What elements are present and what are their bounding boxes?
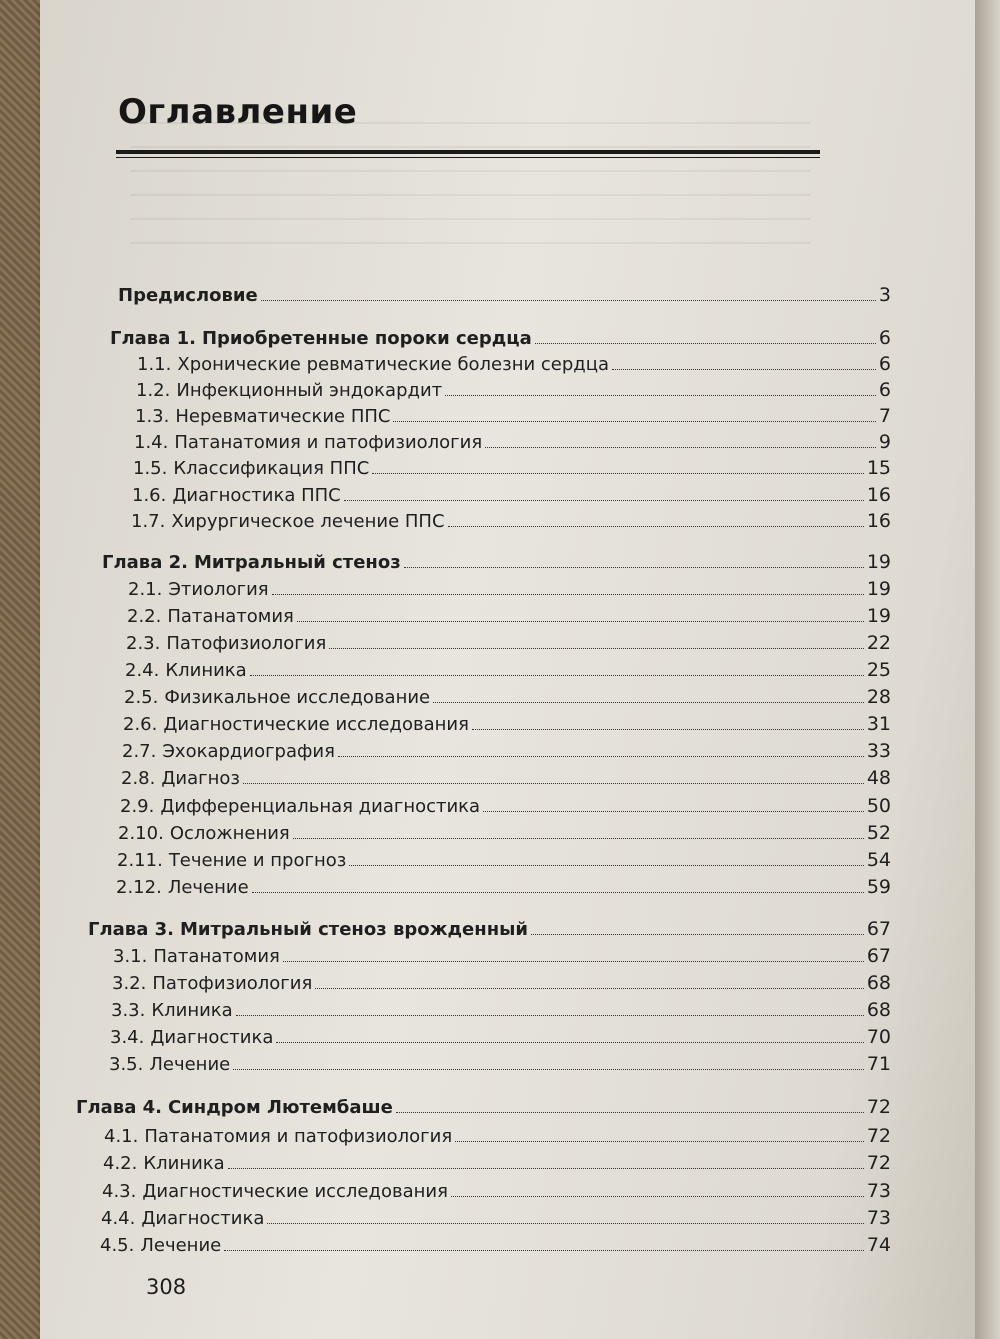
toc-section-4-3[interactable] [102,1176,891,1202]
entry-number: 1.6. [132,485,167,506]
page-number: 16 [866,484,891,506]
toc-chapter-2[interactable] [102,547,891,573]
page-number: 72 [866,1096,891,1118]
dot-leader [445,395,876,396]
entry-label: Синдром Лютембаше [167,1097,393,1118]
entry-number: 4.2. [103,1153,138,1174]
entry-number: 3.3. [111,1000,146,1021]
page-number: 6 [878,353,891,375]
toc-section-2-3[interactable] [126,628,891,654]
toc-entry-preface[interactable] [118,280,891,306]
entry-number: 2.10. [118,823,164,844]
page-number: 19 [866,605,891,627]
page-number: 68 [866,972,891,994]
dot-leader [224,1250,864,1251]
page-number: 73 [866,1180,891,1202]
toc-section-1-4[interactable] [134,427,891,453]
page-number: 16 [866,510,891,532]
entry-number: 3.4. [110,1027,145,1048]
dot-leader [338,756,864,757]
page-number: 6 [878,327,891,349]
toc-section-2-9[interactable] [120,791,891,817]
dot-leader [283,961,864,962]
toc-section-1-3[interactable] [135,401,891,427]
page-number: 74 [866,1234,891,1256]
toc-section-2-10[interactable] [118,818,891,844]
entry-number: 2.7. [122,741,157,762]
entry-number: 2.11. [117,850,163,871]
entry-number: 3.1. [113,946,148,967]
entry-label: Инфекционный эндокардит [176,380,443,401]
entry-number: 4.1. [104,1126,139,1147]
dot-leader [531,934,864,935]
entry-label: Лечение [167,877,249,898]
entry-label: Классификация ППС [173,458,370,479]
dot-leader [448,526,864,527]
entry-label: Митральный стеноз врожденный [179,919,529,940]
toc-section-1-5[interactable] [133,453,891,479]
entry-label: Клиника [143,1153,225,1174]
entry-number: 2.1. [128,579,163,600]
dot-leader [236,1015,864,1016]
dot-leader [315,988,864,989]
toc-section-1-1[interactable] [137,349,891,375]
entry-label: Патанатомия [153,946,280,967]
toc-chapter-3[interactable] [88,914,891,940]
dot-leader [483,811,864,812]
entry-number: 2.4. [125,660,160,681]
toc-chapter-4[interactable] [76,1092,891,1118]
entry-number: 3.5. [109,1054,144,1075]
entry-number: 2.6. [123,714,158,735]
entry-number: Глава 4. [76,1097,162,1118]
toc-section-1-7[interactable] [131,506,891,532]
page-folio-number: 308 [146,1275,187,1299]
entry-label: Физикальное исследование [164,687,431,708]
entry-label: Лечение [149,1054,231,1075]
page-number: 6 [878,379,891,401]
dot-leader [276,1042,863,1043]
toc-section-3-4[interactable] [110,1022,891,1048]
entry-label: Клиника [165,660,247,681]
entry-label: Митральный стеноз [193,552,401,573]
entry-number: Глава 2. [102,552,188,573]
dot-leader [293,838,864,839]
toc-section-2-11[interactable] [117,845,891,871]
entry-label: Патанатомия и патофизиология [174,432,483,453]
page-title: Оглавление [118,92,358,132]
page-number: 9 [878,431,891,453]
entry-number: 2.8. [121,768,156,789]
page-number: 67 [866,945,891,967]
toc-section-3-3[interactable] [111,995,891,1021]
entry-number: 4.3. [102,1181,137,1202]
toc-section-2-5[interactable] [124,682,891,708]
dot-leader [250,675,864,676]
page-number: 52 [866,822,891,844]
entry-number: 1.7. [131,511,166,532]
page-number: 73 [866,1207,891,1229]
page-number: 59 [866,876,891,898]
entry-label: Диагностические исследования [142,1181,448,1202]
page-number: 25 [866,659,891,681]
entry-label: Диагностика ППС [172,485,341,506]
page-number: 50 [866,795,891,817]
entry-number: Глава 1. [110,328,196,349]
page-number: 7 [878,405,891,427]
entry-label: Приобретенные пороки сердца [201,328,532,349]
toc-section-3-2[interactable] [112,968,891,994]
entry-number: 1.5. [133,458,168,479]
entry-label: Предисловие [118,285,258,306]
dot-leader [485,447,876,448]
entry-label: Патанатомия и патофизиология [144,1126,453,1147]
entry-label: Патофизиология [166,633,327,654]
entry-number: 1.3. [135,406,170,427]
page-number: 72 [866,1152,891,1174]
page-number: 48 [866,767,891,789]
dot-leader [272,594,864,595]
dot-leader [228,1168,864,1169]
page-number: 70 [866,1026,891,1048]
entry-label: Патанатомия [167,606,294,627]
page-number: 19 [866,578,891,600]
entry-number: 4.4. [101,1208,136,1229]
entry-number: 1.2. [136,380,171,401]
page-number: 67 [866,918,891,940]
dot-leader [261,300,876,301]
entry-number: 2.5. [124,687,159,708]
page-number: 22 [866,632,891,654]
dot-leader [396,1112,864,1113]
dot-leader [267,1223,863,1224]
entry-number: Глава 3. [88,919,174,940]
dot-leader [349,865,864,866]
toc-section-2-12[interactable] [116,872,891,898]
toc-section-2-7[interactable] [122,736,891,762]
toc-section-2-4[interactable] [125,655,891,681]
dot-leader [233,1069,864,1070]
entry-label: Хронические ревматические болезни сердца [177,354,610,375]
page-number: 15 [866,457,891,479]
entry-number: 1.4. [134,432,169,453]
entry-number: 3.2. [112,973,147,994]
entry-number: 2.9. [120,796,155,817]
dot-leader [535,343,876,344]
toc-section-2-2[interactable] [127,601,891,627]
dot-leader [243,783,864,784]
entry-label: Эхокардиография [162,741,335,762]
page-number: 71 [866,1053,891,1075]
dot-leader [344,500,864,501]
dot-leader [612,369,876,370]
toc-section-2-1[interactable] [128,574,891,600]
toc-section-4-1[interactable] [104,1121,891,1147]
toc-section-4-4[interactable] [101,1203,891,1229]
entry-label: Неревматические ППС [175,406,391,427]
entry-label: Хирургическое лечение ППС [171,511,445,532]
entry-label: Клиника [151,1000,233,1021]
entry-number: 2.2. [127,606,162,627]
toc-section-3-1[interactable] [113,941,891,967]
page-number: 31 [866,713,891,735]
toc-section-1-2[interactable] [136,375,891,401]
dot-leader [472,729,864,730]
toc-section-2-6[interactable] [123,709,891,735]
entry-number: 4.5. [100,1235,135,1256]
toc-section-4-5[interactable] [100,1230,891,1256]
dot-leader [252,892,864,893]
toc-section-3-5[interactable] [109,1049,891,1075]
page-number: 3 [878,284,891,306]
dot-leader [372,473,864,474]
page-number: 72 [866,1125,891,1147]
entry-label: Течение и прогноз [168,850,347,871]
dot-leader [433,702,864,703]
entry-number: 1.1. [137,354,172,375]
page-number: 54 [866,849,891,871]
toc-section-1-6[interactable] [132,480,891,506]
entry-label: Диагностические исследования [163,714,469,735]
dot-leader [329,648,864,649]
entry-number: 2.12. [116,877,162,898]
page-number: 33 [866,740,891,762]
page-number: 28 [866,686,891,708]
toc-section-2-8[interactable] [121,763,891,789]
entry-label: Диагностика [141,1208,265,1229]
entry-label: Диагностика [150,1027,274,1048]
entry-label: Диагноз [161,768,240,789]
toc-chapter-1[interactable] [110,323,891,349]
dot-leader [451,1196,864,1197]
page-number: 19 [866,551,891,573]
dot-leader [404,567,864,568]
entry-label: Этиология [168,579,269,600]
page-number: 68 [866,999,891,1021]
dot-leader [297,621,864,622]
entry-label: Дифференциальная диагностика [160,796,481,817]
entry-label: Лечение [140,1235,222,1256]
entry-label: Патофизиология [152,973,313,994]
dot-leader [455,1141,864,1142]
entry-label: Осложнения [169,823,290,844]
entry-number: 2.3. [126,633,161,654]
toc-section-4-2[interactable] [103,1148,891,1174]
dot-leader [393,421,875,422]
